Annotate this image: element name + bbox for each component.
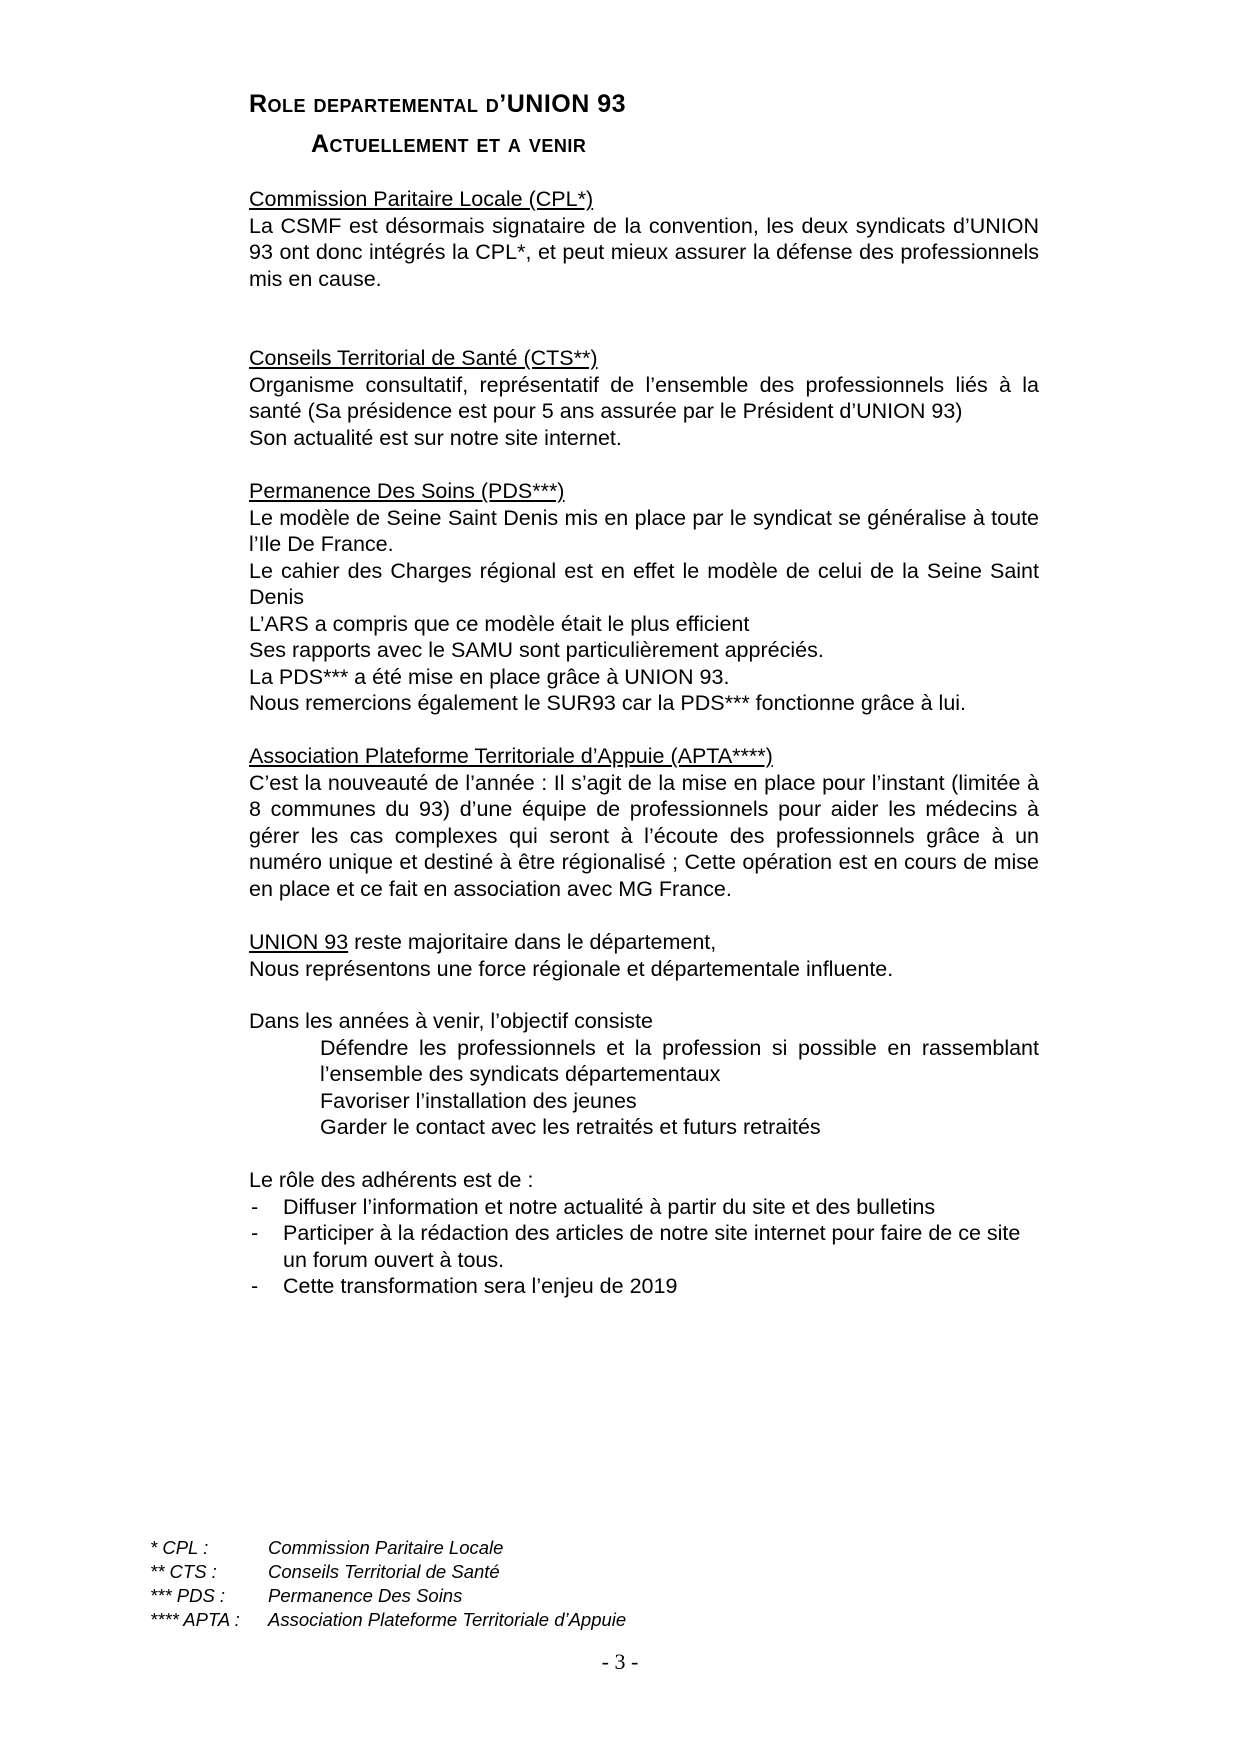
section-cts xyxy=(249,345,1039,451)
section-cpl xyxy=(249,186,1039,292)
footnote-row xyxy=(150,1560,626,1584)
pds-line: Ses rapports avec le SAMU sont particulièrement appréciés. xyxy=(249,638,824,662)
section-objectives xyxy=(249,1008,1039,1141)
document-subtitle: Actuellement et a venir xyxy=(311,130,587,158)
section-members xyxy=(249,1167,1039,1300)
objective-item: Garder le contact avec les retraités et futurs retraités xyxy=(320,1115,821,1139)
footnote-key: ** CTS : xyxy=(150,1561,217,1582)
section-heading-apta: Association Plateforme Territoriale d’Appuie (APTA****) xyxy=(249,744,773,768)
footnote-key: **** APTA : xyxy=(150,1609,240,1630)
pds-line: La PDS*** a été mise en place grâce à UNION 93. xyxy=(249,664,730,689)
footnote-key: *** PDS : xyxy=(150,1585,226,1606)
footnote-row xyxy=(150,1584,626,1608)
objectives-intro: Dans les années à venir, l’objectif consiste xyxy=(249,1009,653,1033)
footnote-value: Commission Paritaire Locale xyxy=(268,1537,504,1558)
footnote-row xyxy=(150,1536,626,1560)
pds-line: Nous remercions également le SUR93 car la PDS*** fonctionne grâce à lui. xyxy=(249,691,967,715)
section-text-cts-line2: Son actualité est sur notre site internet. xyxy=(249,425,622,450)
section-text-cpl: La CSMF est désormais signataire de la convention, les deux syndicats d’UNION 93 ont donc intégrés la CPL*, et peut mieux assurer la défense des professionnels mis en cause. xyxy=(249,213,1039,291)
section-apta xyxy=(249,743,1039,902)
section-heading-cts: Conseils Territorial de Santé (CTS**) xyxy=(249,346,598,370)
section-union xyxy=(249,929,1039,982)
list-item: - Diffuser l’information et notre actualité à partir du site et des bulletins xyxy=(249,1194,1039,1221)
union-name: UNION 93 xyxy=(249,930,349,954)
footnote-value: Permanence Des Soins xyxy=(268,1585,463,1606)
page-number: - 3 - xyxy=(601,1649,639,1674)
footnotes xyxy=(150,1536,626,1632)
members-intro: Le rôle des adhérents est de : xyxy=(249,1168,534,1192)
section-text-cts: Organisme consultatif, représentatif de l’ensemble des professionnels liés à la santé (Sa présidence est pour 5 ans assurée par le Président d’UNION 93) xyxy=(249,372,1039,423)
footnote-row xyxy=(150,1608,626,1632)
pds-line: Le cahier des Charges régional est en effet le modèle de celui de la Seine Saint Denis xyxy=(249,558,1039,609)
list-item: - Cette transformation sera l’enjeu de 2019 xyxy=(249,1273,1039,1300)
objective-item: Favoriser l’installation des jeunes xyxy=(320,1088,637,1113)
footnote-value: Association Plateforme Territoriale d’Appuie xyxy=(268,1609,627,1630)
section-heading-cpl: Commission Paritaire Locale (CPL*) xyxy=(249,187,594,211)
objective-item: Défendre les professionnels et la profession si possible en rassemblant l’ensemble des syndicats départementaux xyxy=(320,1035,1039,1086)
section-heading-pds: Permanence Des Soins (PDS***) xyxy=(249,479,565,503)
section-text-apta: C’est la nouveauté de l’année : Il s’agit de la mise en place pour l’instant (limitée à 8 communes du 93) d’une équipe de professionnels pour aider les médecins à gérer les cas complexes qui seront à l’écoute des professionnels grâce à un numéro unique et destiné à être régionalisé ; Cette opération est en cours de mise en place et ce fait en association avec MG France. xyxy=(249,770,1039,901)
document-title: Role departemental d’UNION 93 xyxy=(249,90,627,118)
union-line2: Nous représentons une force régionale et départementale influente. xyxy=(249,956,894,981)
list-item: - Participer à la rédaction des articles de notre site internet pour faire de ce site un forum ouvert à tous. xyxy=(249,1220,1039,1273)
members-list xyxy=(249,1194,1039,1300)
pds-line: L’ARS a compris que ce modèle était le plus efficient xyxy=(249,611,750,636)
pds-line: Le modèle de Seine Saint Denis mis en place par le syndicat se généralise à toute l’Ile De France. xyxy=(249,505,1039,556)
union-rest: reste majoritaire dans le département, xyxy=(348,930,717,954)
union-line1 xyxy=(249,929,1039,956)
footnote-value: Conseils Territorial de Santé xyxy=(268,1561,500,1582)
section-pds xyxy=(249,478,1039,717)
footnote-key: * CPL : xyxy=(150,1537,209,1558)
